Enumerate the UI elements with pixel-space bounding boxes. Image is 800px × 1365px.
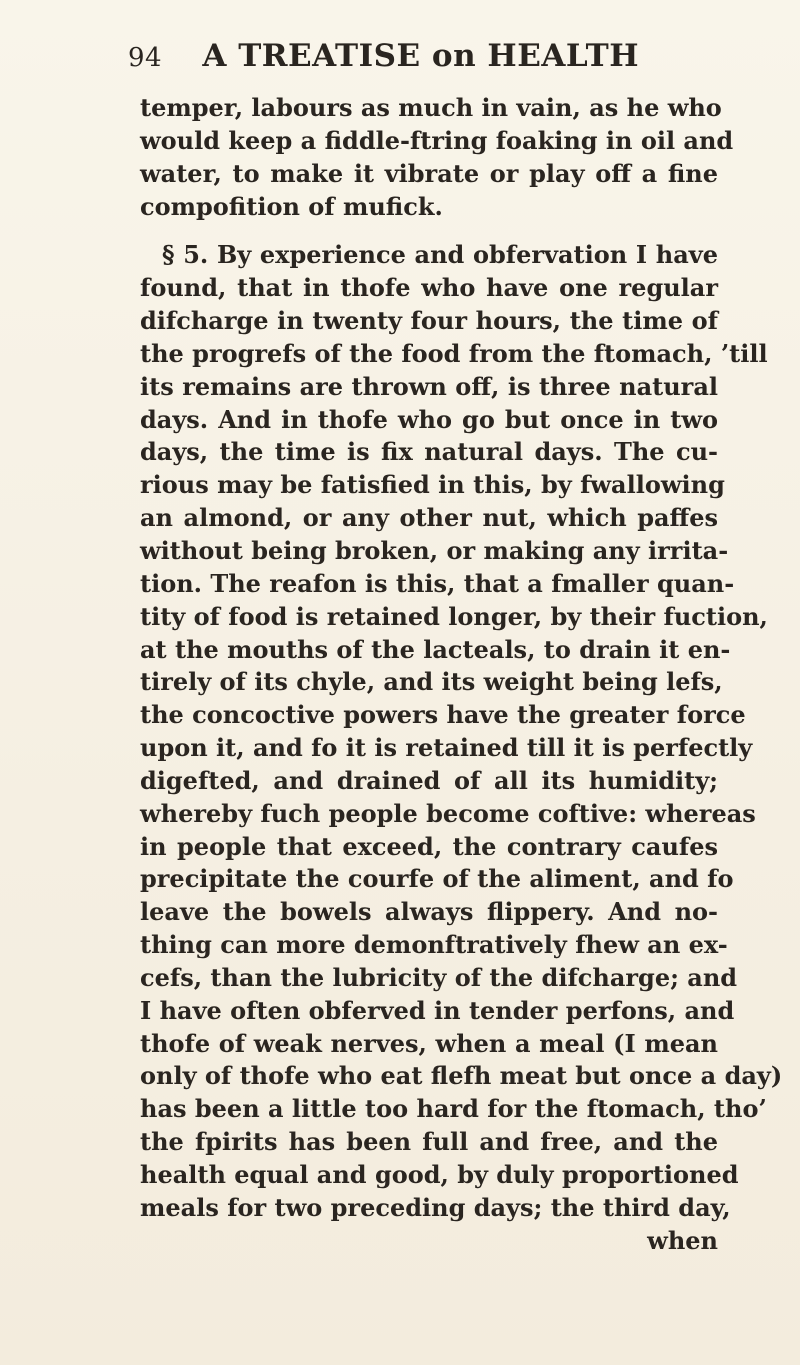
text-line: the fpirits has been full and free, and the bbox=[140, 1127, 718, 1157]
text-line: whereby fuch people become coftive: whereas bbox=[140, 798, 756, 828]
text-line: tion. The reafon is this, that a fmaller quan- bbox=[140, 568, 735, 598]
text-line: thing can more demonftratively fhew an ex- bbox=[140, 930, 728, 960]
body-text bbox=[140, 92, 783, 1258]
text-line: health equal and good, by duly proportioned bbox=[140, 1160, 739, 1189]
text-line: cefs, than the lubricity of the difcharge; and bbox=[140, 962, 738, 992]
page-header bbox=[128, 38, 688, 84]
text-line: digefted, and drained of all its humidity; bbox=[140, 765, 718, 795]
text-line: compofition of mufick. bbox=[140, 191, 443, 221]
text-line: rious may be fatisfied in this, by fwallowing bbox=[140, 470, 725, 500]
text-line: meals for two preceding days; the third day, bbox=[140, 1192, 731, 1222]
text-line: difcharge in twenty four hours, the time of bbox=[140, 306, 718, 336]
text-line: its remains are thrown off, is three natural bbox=[140, 371, 718, 401]
text-line: in people that exceed, the contrary caufes bbox=[140, 831, 718, 861]
section-start-line: § 5. By experience and obfervation I have bbox=[162, 240, 718, 270]
text-line: days, the time is fix natural days. The cu- bbox=[140, 437, 718, 467]
text-line: has been a little too hard for the ftomach, tho’ bbox=[140, 1094, 767, 1124]
text-line: leave the bowels always flippery. And no- bbox=[140, 897, 718, 927]
text-line: found, that in thofe who have one regular bbox=[140, 273, 718, 303]
page-number: 94 bbox=[128, 43, 163, 73]
text-line: upon it, and fo it is retained till it is perfectly bbox=[140, 733, 753, 763]
text-line: without being broken, or making any irrita- bbox=[140, 535, 729, 565]
text-line: tirely of its chyle, and its weight being lefs, bbox=[140, 667, 723, 697]
text-line: at the mouths of the lacteals, to drain it en- bbox=[140, 634, 731, 664]
text-line: water, to make it vibrate or play off a fine bbox=[140, 158, 718, 188]
paragraph-gap bbox=[140, 223, 718, 239]
text-line: the concoctive powers have the greater force bbox=[140, 700, 746, 730]
text-line: I have often obferved in tender perfons, and bbox=[140, 995, 735, 1025]
text-line: would keep a fiddle-ftring foaking in oil and bbox=[140, 125, 734, 155]
text-line: only of thofe who eat flefh meat but once a day) bbox=[140, 1061, 783, 1091]
running-title: A TREATISE on HEALTH bbox=[202, 38, 640, 74]
text-line: thofe of weak nerves, when a meal (I mean bbox=[140, 1028, 718, 1058]
text-line: precipitate the courfe of the aliment, and fo bbox=[140, 864, 734, 894]
text-line: temper, labours as much in vain, as he who bbox=[140, 93, 722, 122]
text-line: days. And in thofe who go but once in two bbox=[140, 404, 718, 434]
text-line: the progrefs of the food from the ftomach, ’till bbox=[140, 338, 768, 368]
text-line: tity of food is retained longer, by their fuction, bbox=[140, 601, 768, 631]
catchword: when bbox=[647, 1225, 718, 1255]
text-line: an almond, or any other nut, which paffes bbox=[140, 503, 718, 533]
